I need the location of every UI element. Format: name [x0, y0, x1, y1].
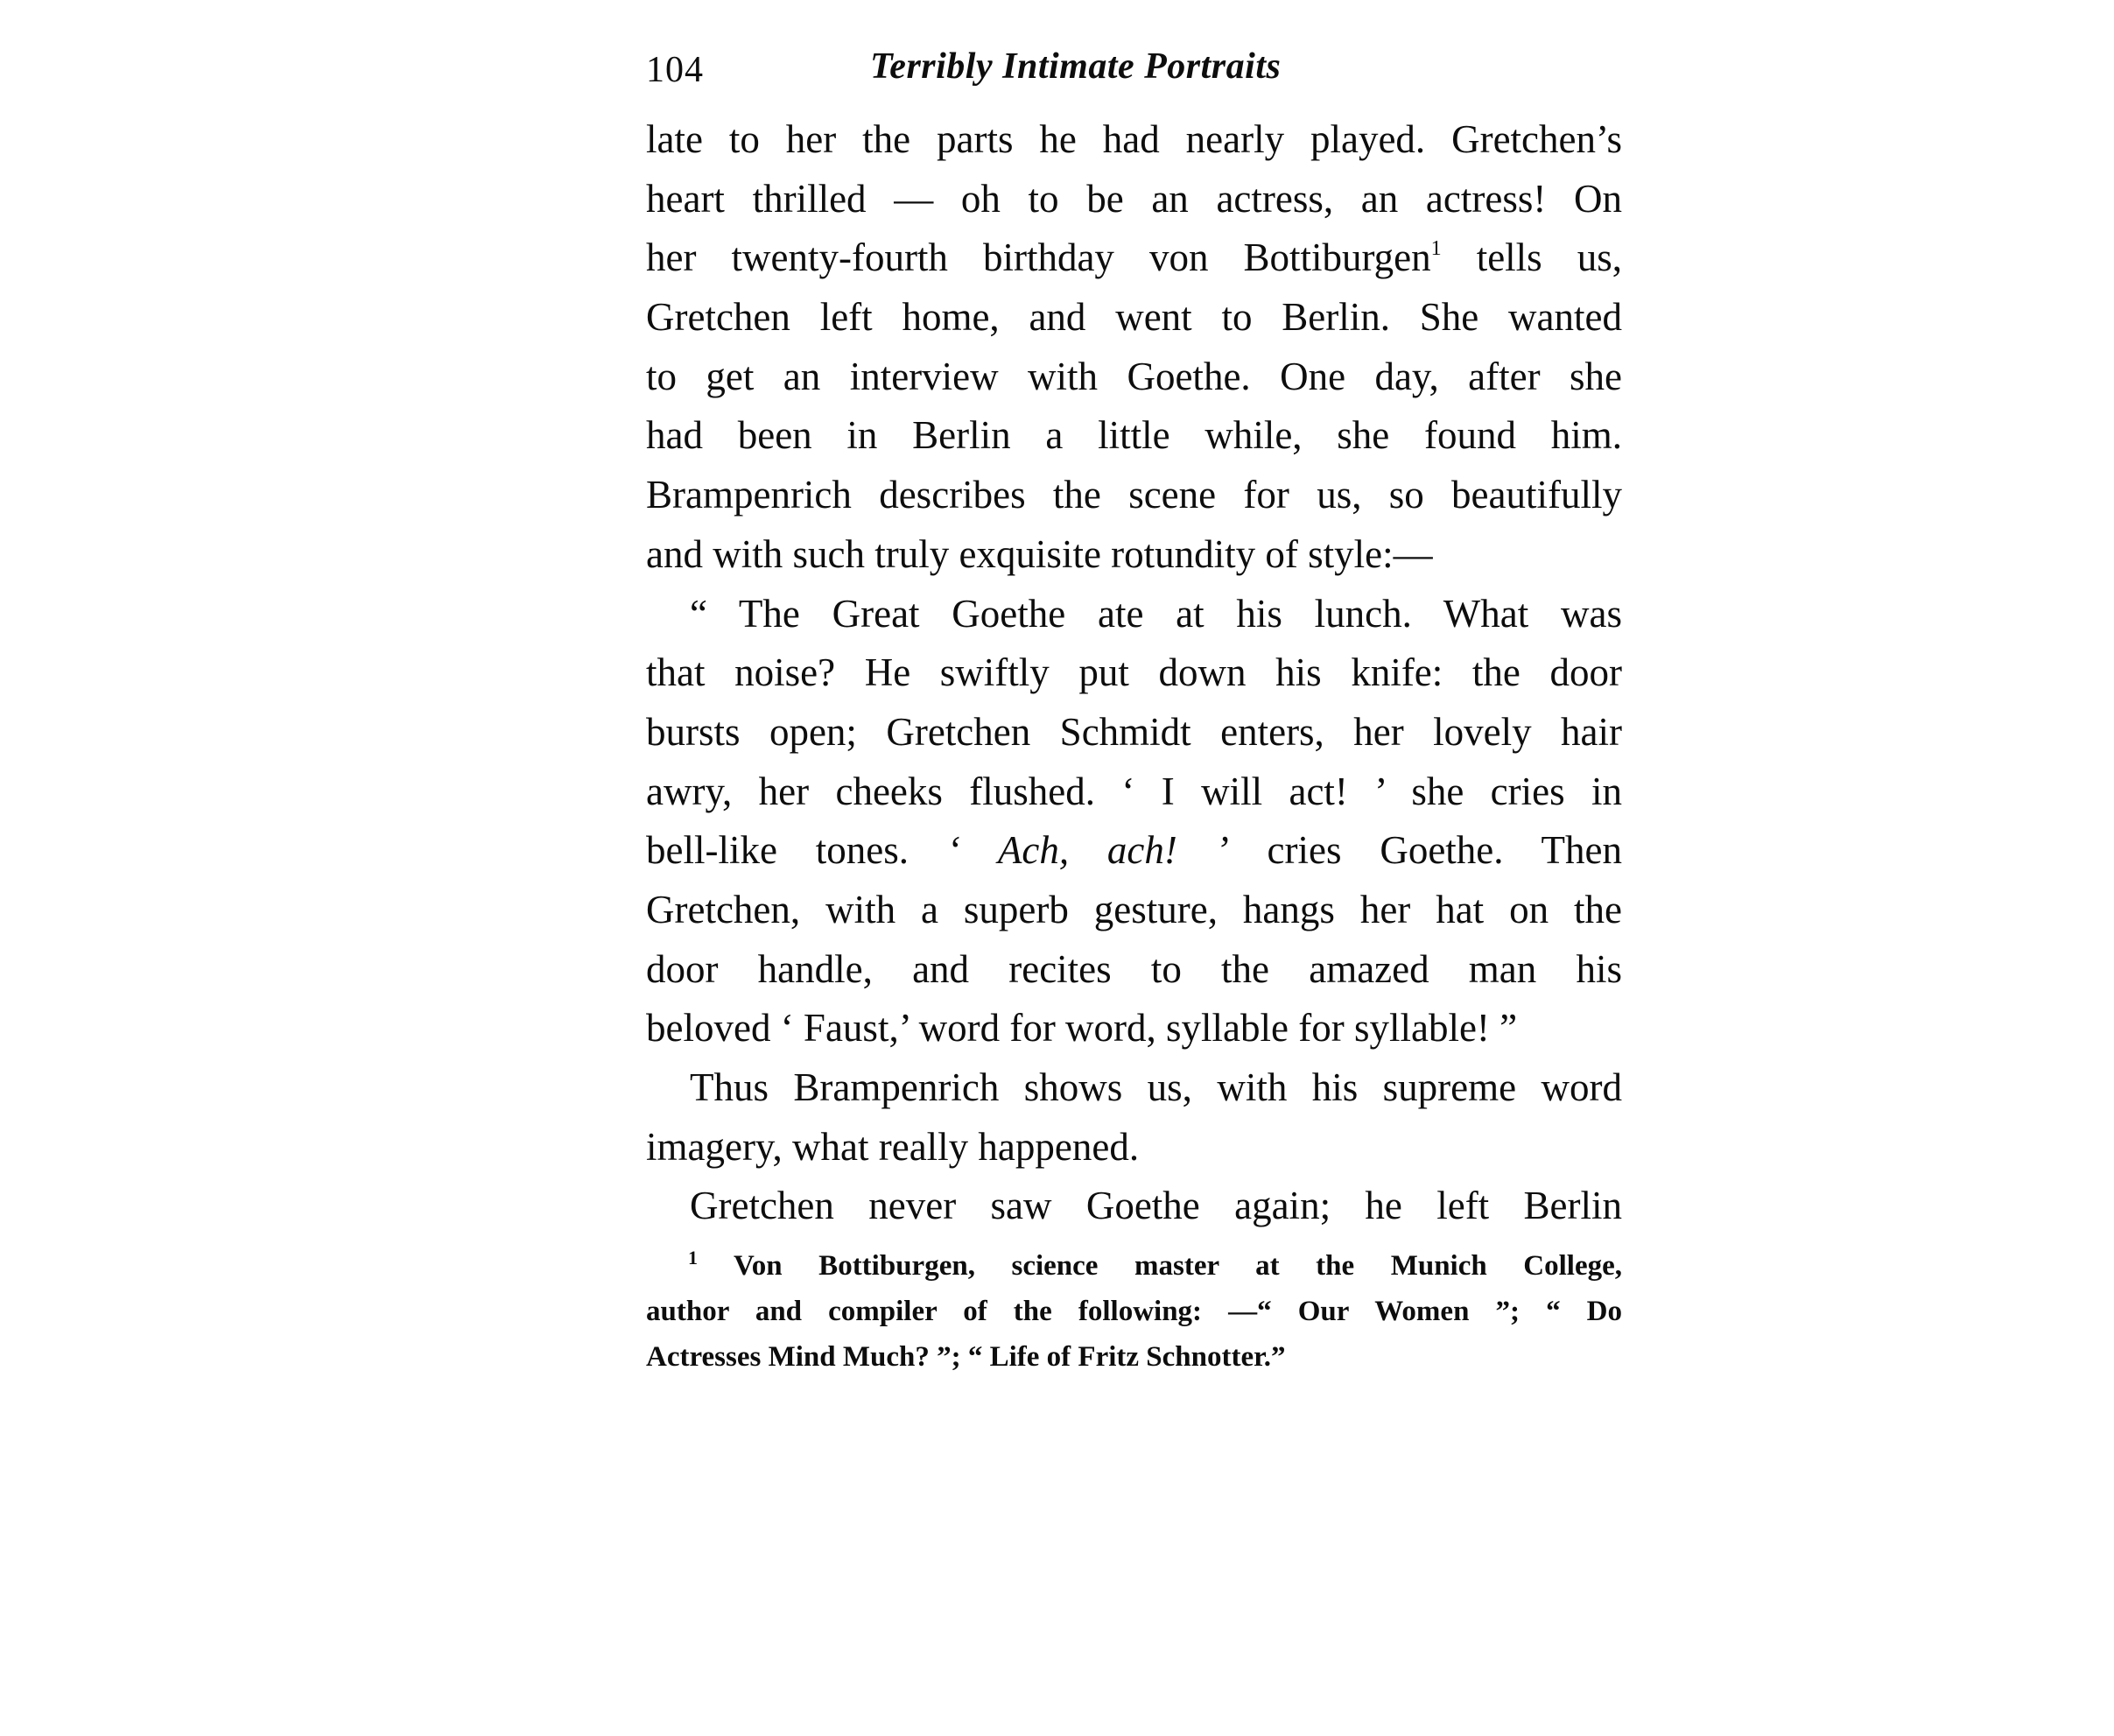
running-head — [646, 35, 1622, 110]
body-text — [646, 110, 1622, 1236]
footnote — [646, 1243, 1622, 1380]
footnote-marker: 1 — [688, 1247, 698, 1269]
text-line: “ The Great Goethe ate at his lunch. What was — [690, 591, 1622, 636]
text-line: Gretchen, with a superb gesture, hangs her hat on the — [646, 887, 1622, 931]
text-line — [646, 228, 1622, 288]
text-line: that noise? He swiftly put down his knife: the door — [646, 650, 1622, 695]
text-line: Brampenrich describes the scene for us, so beautifully — [646, 473, 1622, 517]
footnote-reference: 1 — [1430, 237, 1442, 261]
text-line: late to her the parts he had nearly played. Gretchen’s — [646, 117, 1622, 161]
book-page — [646, 35, 1622, 1380]
text-line: Gretchen never saw Goethe again; he left Berlin — [690, 1184, 1622, 1228]
text-segment: her twenty-fourth birthday von Bottiburgen — [646, 235, 1431, 280]
text-line: and with such truly exquisite rotundity of style:— — [646, 531, 1433, 576]
text-line: beloved ‘ Faust,’ word for word, syllable for syllable! ” — [646, 1006, 1518, 1051]
text-line: imagery, what really happened. — [646, 1124, 1140, 1169]
footnote-line — [646, 1243, 1622, 1289]
text-line: to get an interview with Goethe. One day, after she — [646, 354, 1622, 398]
text-line — [646, 821, 1622, 881]
paragraph-2 — [646, 1058, 1622, 1177]
text-line: awry, her cheeks flushed. ‘ I will act! ’ she cries in — [646, 769, 1622, 813]
text-line: heart thrilled — oh to be an actress, an actress! On — [646, 176, 1622, 221]
text-line: Thus Brampenrich shows us, with his supreme word — [690, 1065, 1622, 1109]
text-segment: Von Bottiburgen, science master at the Munich College, — [698, 1250, 1622, 1283]
paragraph-1 — [646, 110, 1622, 585]
page-number: 104 — [646, 50, 704, 90]
text-segment: bell-like tones. — [646, 828, 947, 873]
running-title: Terribly Intimate Portraits — [870, 46, 1282, 87]
text-line: had been in Berlin a little while, she found him. — [646, 413, 1622, 458]
text-segment: tells us, — [1441, 235, 1622, 280]
italic-exclamation: ‘ Ach, ach! ’ — [946, 828, 1229, 873]
paragraph-3 — [646, 1177, 1622, 1236]
text-segment: cries Goethe. Then — [1228, 828, 1623, 873]
text-line: Gretchen left home, and went to Berlin. She wanted — [646, 295, 1622, 340]
quotation-paragraph — [646, 585, 1622, 1059]
text-line: door handle, and recites to the amazed man his — [646, 946, 1622, 991]
footnote-line: author and compiler of the following: —“ Our Women ”; “ Do — [646, 1296, 1622, 1328]
text-line: bursts open; Gretchen Schmidt enters, her lovely hair — [646, 709, 1622, 754]
footnote-line: Actresses Mind Much? ”; “ Life of Fritz Schnotter.” — [646, 1341, 1286, 1374]
